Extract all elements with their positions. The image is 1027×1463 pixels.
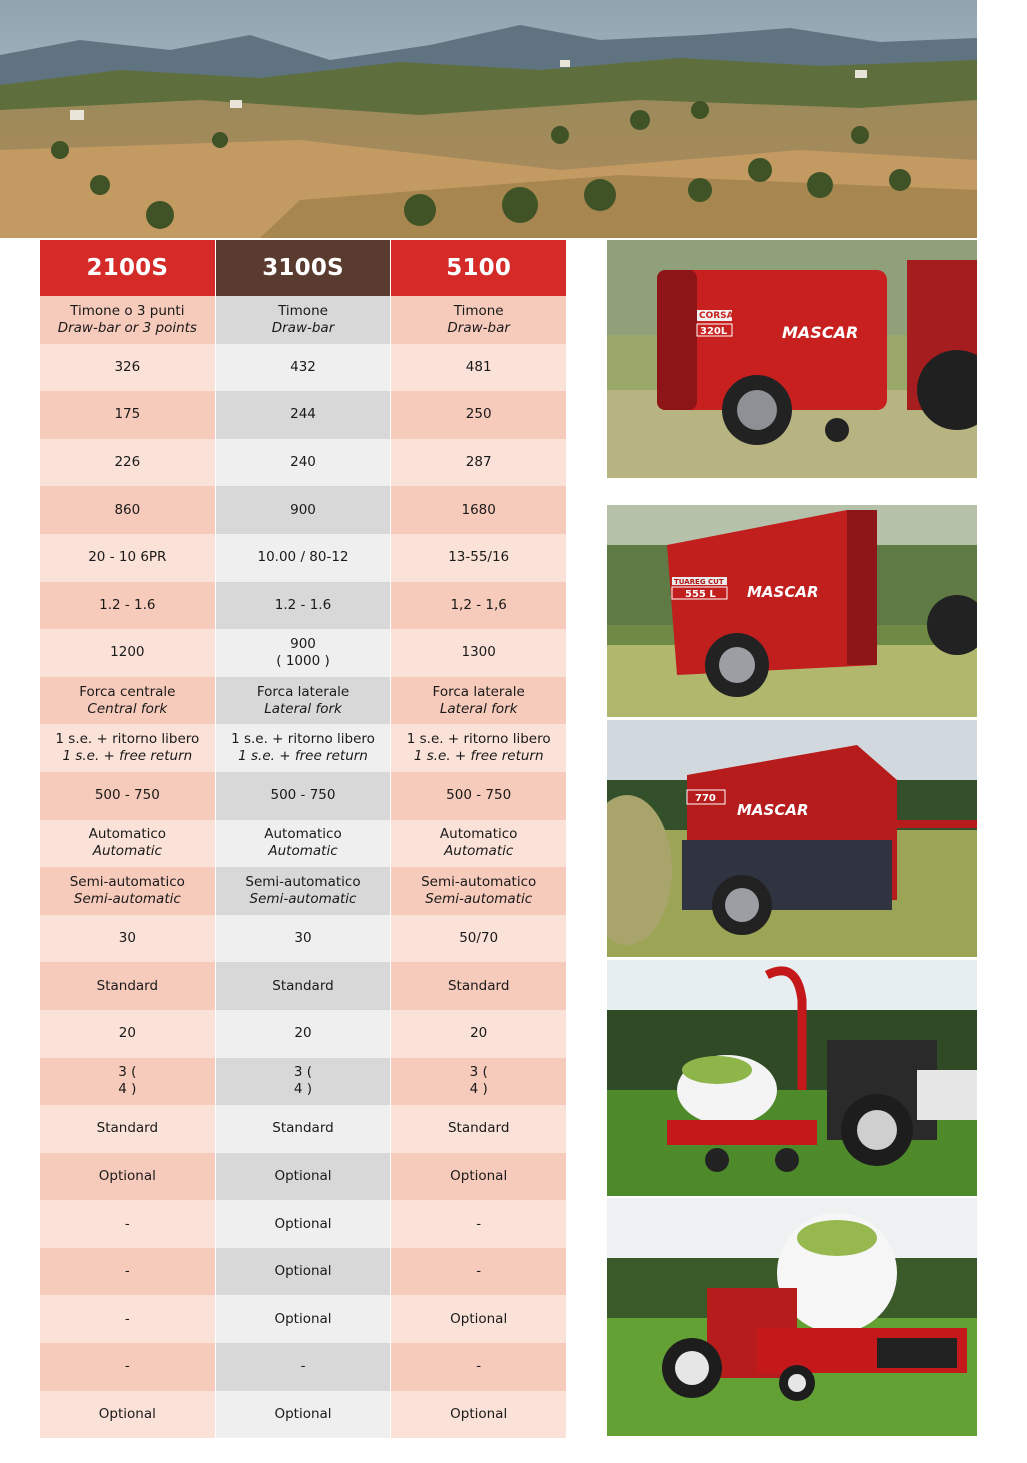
table-cell <box>40 534 215 582</box>
cell-translation: Automatic <box>268 843 338 860</box>
badge-555l: 555 L <box>685 589 716 600</box>
cell-value: Standard <box>272 977 334 994</box>
cell-value: - <box>476 1215 482 1232</box>
table-row <box>40 1200 566 1248</box>
cell-translation: Draw-bar <box>271 319 335 336</box>
model-header-2100s: 2100S <box>40 240 215 296</box>
table-cell <box>40 1010 215 1058</box>
table-cell <box>216 724 391 772</box>
table-cell <box>216 1153 391 1201</box>
table-cell <box>391 724 566 772</box>
cell-translation: Central fork <box>87 700 168 717</box>
cell-value: Optional <box>98 1405 156 1422</box>
table-cell <box>40 962 215 1010</box>
cell-value: 500 - 750 <box>94 787 160 804</box>
table-cell <box>391 391 566 439</box>
cell-translation: Semi-automatic <box>425 890 533 907</box>
table-cell <box>216 772 391 820</box>
table-row <box>40 1105 566 1153</box>
cell-translation: ( 1000 ) <box>276 652 330 669</box>
table-cell <box>216 534 391 582</box>
cell-value: Optional <box>274 1405 332 1422</box>
table-cell <box>391 629 566 677</box>
table-row <box>40 1153 566 1201</box>
cell-translation: Draw-bar or 3 points <box>57 319 197 336</box>
cell-translation: Draw-bar <box>447 319 510 336</box>
table-cell <box>391 820 566 868</box>
cell-value: 432 <box>290 358 316 375</box>
table-cell <box>216 867 391 915</box>
table-cell <box>216 1343 391 1391</box>
cell-value: - <box>124 1310 130 1327</box>
cell-value: 240 <box>290 454 316 471</box>
cell-translation: 1 s.e. + free return <box>238 748 368 765</box>
photo-baler-tuareg-555l <box>607 505 977 717</box>
cell-value: 500 - 750 <box>446 787 512 804</box>
table-cell <box>216 1391 391 1439</box>
cell-value: 900 <box>290 635 316 652</box>
cell-translation: Automatic <box>444 843 514 860</box>
cell-value: 250 <box>465 406 492 423</box>
table-cell <box>391 439 566 487</box>
table-row <box>40 915 566 963</box>
cell-value: Timone <box>278 302 328 319</box>
table-row <box>40 820 566 868</box>
table-cell <box>40 1295 215 1343</box>
cell-value: Semi-automatico <box>245 873 361 890</box>
table-cell <box>40 1105 215 1153</box>
table-cell <box>391 1343 566 1391</box>
cell-value: Forca laterale <box>432 683 525 700</box>
table-cell <box>40 724 215 772</box>
table-cell <box>40 1058 215 1106</box>
mascar-logo-3: MASCAR <box>737 801 809 819</box>
table-row <box>40 391 566 439</box>
table-row <box>40 772 566 820</box>
table-cell <box>40 915 215 963</box>
cell-value: 175 <box>114 406 141 423</box>
table-cell <box>40 820 215 868</box>
table-cell <box>216 1295 391 1343</box>
hero-landscape-image <box>0 0 977 238</box>
cell-value: Automatico <box>439 826 518 843</box>
cell-value: - <box>124 1263 130 1280</box>
cell-translation: 4 ) <box>469 1081 488 1098</box>
cell-value: 20 <box>470 1025 488 1042</box>
cell-translation: Semi-automatic <box>73 890 181 907</box>
cell-value: - <box>124 1358 130 1375</box>
cell-value: 3 ( <box>469 1064 488 1081</box>
cell-value: 10.00 / 80-12 <box>257 549 349 566</box>
table-row <box>40 534 566 582</box>
table-cell <box>216 344 391 392</box>
table-cell <box>40 344 215 392</box>
cell-value: Standard <box>96 1120 159 1137</box>
table-cell <box>391 486 566 534</box>
table-cell <box>40 629 215 677</box>
table-row <box>40 724 566 772</box>
table-cell <box>40 1200 215 1248</box>
cell-translation: 4 ) <box>293 1081 313 1098</box>
cell-translation: Semi-automatic <box>249 890 357 907</box>
cell-value: 481 <box>465 358 492 375</box>
table-cell <box>216 1058 391 1106</box>
cell-value: Optional <box>450 1310 508 1327</box>
table-cell <box>40 439 215 487</box>
cell-value: Standard <box>447 1120 510 1137</box>
table-cell <box>391 1010 566 1058</box>
table-cell <box>40 391 215 439</box>
table-row <box>40 1058 566 1106</box>
table-cell <box>40 1248 215 1296</box>
cell-value: Forca laterale <box>256 683 350 700</box>
badge-tuareg-cut: TUAREG CUT <box>674 578 724 586</box>
cell-value: Timone o 3 punti <box>70 302 185 319</box>
table-cell <box>391 915 566 963</box>
table-cell <box>216 1200 391 1248</box>
cell-value: - <box>476 1358 482 1375</box>
cell-value: Standard <box>96 977 159 994</box>
table-cell <box>216 1010 391 1058</box>
badge-770: 770 <box>695 793 716 804</box>
table-row <box>40 867 566 915</box>
cell-value: 860 <box>114 501 141 518</box>
cell-value: Optional <box>450 1405 508 1422</box>
cell-value: Optional <box>450 1167 508 1184</box>
table-cell <box>216 820 391 868</box>
cell-translation: 4 ) <box>118 1081 137 1098</box>
cell-translation: 1 s.e. + free return <box>62 748 193 765</box>
table-cell <box>391 1200 566 1248</box>
cell-value: 30 <box>294 930 312 947</box>
cell-value: Optional <box>274 1167 332 1184</box>
table-header-row <box>40 240 566 296</box>
cell-value: Automatico <box>88 826 167 843</box>
cell-value: Standard <box>272 1120 334 1137</box>
spec-table <box>40 240 566 1438</box>
cell-translation: Automatic <box>92 843 162 860</box>
cell-value: 287 <box>465 454 492 471</box>
table-cell <box>40 1343 215 1391</box>
badge-corsa: CORSA <box>699 311 734 321</box>
cell-value: 1680 <box>461 501 496 518</box>
table-cell <box>216 1105 391 1153</box>
cell-value: 1300 <box>461 644 496 661</box>
table-row <box>40 486 566 534</box>
table-cell <box>216 391 391 439</box>
cell-value: - <box>124 1215 130 1232</box>
table-cell <box>216 486 391 534</box>
model-header-5100: 5100 <box>391 240 566 296</box>
cell-value: Semi-automatico <box>421 873 537 890</box>
table-cell <box>216 915 391 963</box>
table-row <box>40 296 566 344</box>
cell-value: 50/70 <box>459 930 499 947</box>
table-cell <box>216 677 391 725</box>
table-cell <box>391 772 566 820</box>
cell-value: 20 <box>294 1025 312 1042</box>
cell-value: 1 s.e. + ritorno libero <box>406 731 551 748</box>
cell-value: 1200 <box>110 644 145 661</box>
table-cell <box>216 1248 391 1296</box>
table-row <box>40 582 566 630</box>
cell-value: 20 <box>118 1025 136 1042</box>
cell-value: - <box>300 1358 306 1375</box>
table-row <box>40 1295 566 1343</box>
cell-value: Forca centrale <box>79 683 176 700</box>
cell-value: Standard <box>447 977 510 994</box>
cell-value: Optional <box>274 1263 332 1280</box>
table-cell <box>391 1153 566 1201</box>
cell-value: Timone <box>453 302 504 319</box>
table-cell <box>40 772 215 820</box>
photo-wrapper-tractor <box>607 960 977 1196</box>
table-cell <box>391 1105 566 1153</box>
cell-value: 13-55/16 <box>448 549 510 566</box>
photo-baler-corsa-320l <box>607 240 977 478</box>
table-row <box>40 1010 566 1058</box>
model-header-3100s: 3100S <box>216 240 391 296</box>
table-row <box>40 1343 566 1391</box>
table-cell <box>216 439 391 487</box>
cell-value: 1 s.e. + ritorno libero <box>55 731 200 748</box>
cell-value: 226 <box>114 454 141 471</box>
table-cell <box>391 962 566 1010</box>
table-cell <box>216 962 391 1010</box>
mascar-logo-2: MASCAR <box>747 583 819 601</box>
table-row <box>40 629 566 677</box>
cell-value: 1.2 - 1.6 <box>274 596 332 613</box>
table-cell <box>391 534 566 582</box>
cell-value: 30 <box>118 930 136 947</box>
table-row <box>40 962 566 1010</box>
table-cell <box>40 486 215 534</box>
cell-value: Optional <box>98 1167 156 1184</box>
badge-320l: 320L <box>700 326 728 337</box>
table-cell <box>391 867 566 915</box>
table-cell <box>216 629 391 677</box>
table-row <box>40 677 566 725</box>
cell-translation: Lateral fork <box>264 700 342 717</box>
table-row <box>40 1248 566 1296</box>
cell-value: 20 - 10 6PR <box>88 549 167 566</box>
cell-value: Semi-automatico <box>69 873 185 890</box>
cell-translation: 1 s.e. + free return <box>413 748 544 765</box>
cell-value: - <box>476 1263 482 1280</box>
table-cell <box>40 1391 215 1439</box>
table-cell <box>40 1153 215 1201</box>
cell-value: 1.2 - 1.6 <box>99 596 156 613</box>
table-body <box>40 296 566 1438</box>
table-cell <box>391 296 566 344</box>
table-cell <box>40 582 215 630</box>
table-cell <box>216 296 391 344</box>
table-cell <box>391 1391 566 1439</box>
table-row <box>40 1391 566 1439</box>
cell-value: 3 ( <box>293 1064 313 1081</box>
table-cell <box>391 1058 566 1106</box>
mascar-logo-1: MASCAR <box>782 323 859 342</box>
cell-value: 244 <box>290 406 316 423</box>
cell-value: 500 - 750 <box>270 787 336 804</box>
cell-value: 3 ( <box>118 1064 137 1081</box>
table-row <box>40 439 566 487</box>
table-cell <box>216 582 391 630</box>
table-cell <box>40 296 215 344</box>
table-cell <box>40 867 215 915</box>
cell-value: 1 s.e. + ritorno libero <box>231 731 375 748</box>
photo-wrapper-bale <box>607 1198 977 1436</box>
cell-value: 1,2 - 1,6 <box>450 596 507 613</box>
table-cell <box>40 677 215 725</box>
table-cell <box>391 677 566 725</box>
cell-value: Optional <box>274 1215 332 1232</box>
table-cell <box>391 582 566 630</box>
cell-value: 326 <box>114 358 141 375</box>
table-cell <box>391 1295 566 1343</box>
photo-baler-770 <box>607 720 977 957</box>
table-row <box>40 344 566 392</box>
cell-value: 900 <box>290 501 316 518</box>
table-cell <box>391 344 566 392</box>
cell-value: Automatico <box>264 826 342 843</box>
cell-value: Optional <box>274 1310 332 1327</box>
cell-translation: Lateral fork <box>439 700 518 717</box>
table-cell <box>391 1248 566 1296</box>
